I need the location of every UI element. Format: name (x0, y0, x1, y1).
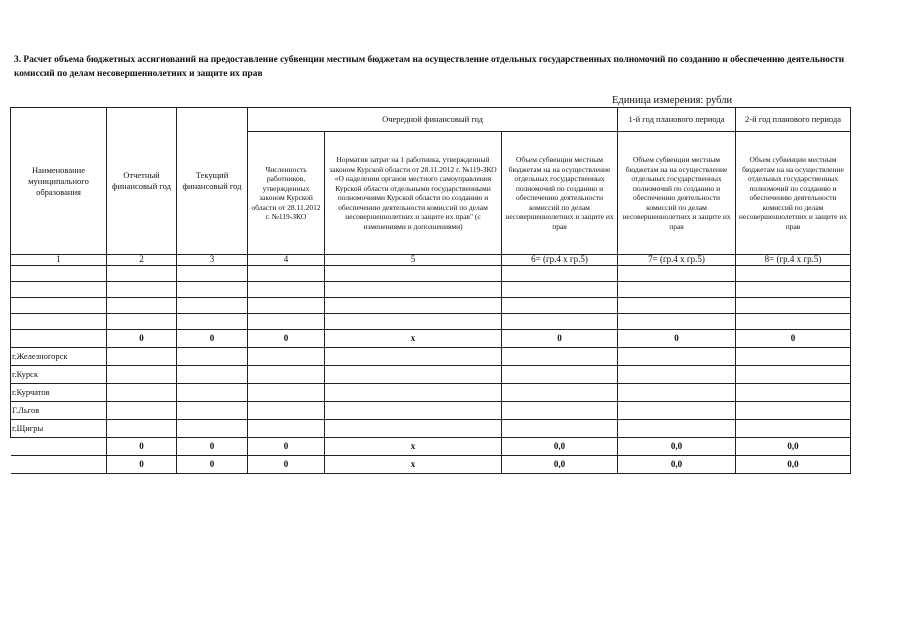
total-value: 0,0 (618, 438, 736, 456)
total-row (11, 438, 851, 456)
total-value: 0 (736, 330, 851, 348)
empty-row (11, 282, 851, 298)
column-number: 6= (гр.4 х гр.5) (502, 255, 618, 266)
total-value: x (325, 456, 502, 474)
total-row (11, 456, 851, 474)
header-subvention-plan-1: Объем субвенции местным бюджетам на на осуществление отдельных государственных полномочий по созданию и обеспечению деятельности комиссий по делам несовершеннолетних и защите их прав (618, 132, 736, 255)
municipality-name: г.Железногорск (11, 348, 107, 366)
header-municipality: Наименование муниципального образования (11, 108, 107, 255)
total-value: 0 (177, 438, 248, 456)
total-value: 0 (107, 456, 177, 474)
total-value: 0 (107, 438, 177, 456)
empty-row (11, 314, 851, 330)
total-row (11, 330, 851, 348)
column-number: 8= (гр.4 х гр.5) (736, 255, 851, 266)
column-number: 2 (107, 255, 177, 266)
total-value: x (325, 438, 502, 456)
municipality-row (11, 420, 851, 438)
column-number: 3 (177, 255, 248, 266)
column-number: 4 (248, 255, 325, 266)
header-plan-year-2: 2-й год планового периода (736, 108, 851, 132)
column-number-row (11, 255, 851, 266)
column-number: 1 (11, 255, 107, 266)
budget-table (10, 107, 851, 474)
document-title: 3. Расчет объема бюджетных ассигнований на предоставление субвенции местным бюджетам на осуществление отдельных государственных полномочий по созданию и обеспечению деятельности комиссий по делам несовершеннолетних и защите их прав (14, 55, 845, 79)
header-staff-count: Численность работников, утвержденных законом Курской области от 28.11.2012 г. №119-ЗКО (248, 132, 325, 255)
municipality-row (11, 366, 851, 384)
header-subvention-next-year: Объем субвенции местным бюджетам на на осуществление отдельных государственных полномочий по созданию и обеспечению деятельности комиссий по делам несовершеннолетних и защите их прав (502, 132, 618, 255)
municipality-name: г.Курчатов (11, 384, 107, 402)
header-current-year: Текущий финансовый год (177, 108, 248, 255)
total-value: 0 (107, 330, 177, 348)
total-value: 0,0 (736, 438, 851, 456)
municipality-name: г.Щигры (11, 420, 107, 438)
municipality-row (11, 384, 851, 402)
unit-label: Единица измерения: рубли (612, 95, 733, 106)
total-value: 0 (502, 330, 618, 348)
municipality-row (11, 348, 851, 366)
municipality-row (11, 402, 851, 420)
total-value: 0 (248, 456, 325, 474)
empty-row (11, 298, 851, 314)
column-number: 5 (325, 255, 502, 266)
total-value: 0 (248, 330, 325, 348)
total-value: 0,0 (502, 456, 618, 474)
total-value: 0 (177, 456, 248, 474)
header-cost-norm: Норматив затрат на 1 работника, утвержденный законом Курской области от 28.11.2012 г. №119-ЗКО «О наделении органов местного самоуправления Курской области отдельными государственными полномочиями Курской области по созданию и обеспечению деятельности комиссий по делам несовершеннолетних и защите их прав" (с изменениями и дополнениями) (325, 132, 502, 255)
total-value: 0 (177, 330, 248, 348)
total-value: x (325, 330, 502, 348)
header-subvention-plan-2: Объем субвенции местным бюджетам на на осуществление отдельных государственных полномочий по созданию и обеспечению деятельности комиссий по делам несовершеннолетних и защите их прав (736, 132, 851, 255)
total-value: 0,0 (736, 456, 851, 474)
empty-row (11, 266, 851, 282)
total-value: 0 (248, 438, 325, 456)
total-value: 0,0 (502, 438, 618, 456)
header-next-year: Очередной финансовый год (248, 108, 618, 132)
municipality-name: Г.Льгов (11, 402, 107, 420)
municipality-name: г.Курск (11, 366, 107, 384)
total-value: 0,0 (618, 456, 736, 474)
column-number: 7= (гр.4 х гр.5) (618, 255, 736, 266)
header-reporting-year: Отчетный финансовый год (107, 108, 177, 255)
total-value: 0 (618, 330, 736, 348)
header-plan-year-1: 1-й год планового периода (618, 108, 736, 132)
